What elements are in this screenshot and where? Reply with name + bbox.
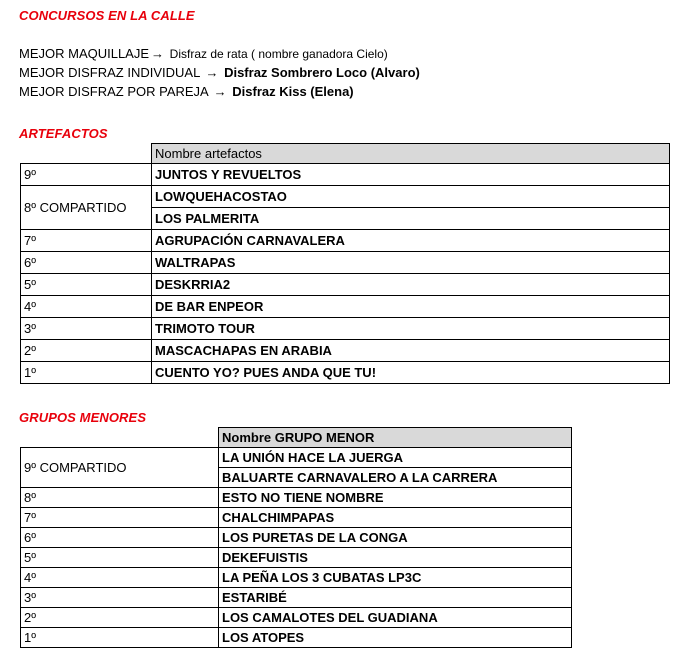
- name-cell: JUNTOS Y REVUELTOS: [152, 164, 670, 186]
- award-category: MEJOR MAQUILLAJE: [19, 46, 150, 61]
- name-cell: CHALCHIMPAPAS: [219, 508, 572, 528]
- name-cell: BALUARTE CARNAVALERO A LA CARRERA: [219, 468, 572, 488]
- position-cell: 8º: [21, 488, 219, 508]
- name-cell: LOS CAMALOTES DEL GUADIANA: [219, 608, 572, 628]
- position-cell: 7º: [21, 230, 152, 252]
- name-cell: DESKRRIA2: [152, 274, 670, 296]
- name-cell: AGRUPACIÓN CARNAVALERA: [152, 230, 670, 252]
- table-row: [21, 252, 670, 274]
- arrow-right-icon: →: [213, 84, 227, 99]
- position-cell: 4º: [21, 568, 219, 588]
- name-cell: ESTARIBÉ: [219, 588, 572, 608]
- name-cell: MASCACHAPAS EN ARABIA: [152, 340, 670, 362]
- position-cell: 6º: [21, 252, 152, 274]
- award-winner: Disfraz Sombrero Loco (Alvaro): [224, 65, 420, 80]
- name-cell: WALTRAPAS: [152, 252, 670, 274]
- award-category: MEJOR DISFRAZ INDIVIDUAL: [19, 65, 200, 80]
- position-cell: 9º: [21, 164, 152, 186]
- table-header: Nombre GRUPO MENOR: [219, 428, 572, 448]
- position-cell: 6º: [21, 528, 219, 548]
- position-cell: 1º: [21, 362, 152, 384]
- name-cell: LOWQUEHACOSTAO: [152, 186, 670, 208]
- position-cell: 7º: [21, 508, 219, 528]
- table-row: [21, 340, 670, 362]
- table-row: [21, 164, 670, 186]
- table-row: [21, 230, 670, 252]
- award-best-couple-costume: [19, 82, 420, 101]
- award-winner: Disfraz de rata ( nombre ganadora Cielo): [169, 47, 388, 61]
- table-row: [21, 488, 572, 508]
- table-row: [21, 508, 572, 528]
- table-row: [21, 296, 670, 318]
- position-cell: 2º: [21, 340, 152, 362]
- table-header-row: [21, 428, 572, 448]
- concursos-heading: CONCURSOS EN LA CALLE: [19, 8, 195, 23]
- award-best-individual-costume: [19, 63, 420, 82]
- table-row: [21, 318, 670, 340]
- award-winner: Disfraz Kiss (Elena): [232, 84, 354, 99]
- table-row: [21, 274, 670, 296]
- table-header-row: [21, 144, 670, 164]
- position-cell: 5º: [21, 548, 219, 568]
- table-row: [21, 548, 572, 568]
- table-header: Nombre artefactos: [152, 144, 670, 164]
- grupos-menores-table: [20, 427, 572, 648]
- name-cell: LOS PURETAS DE LA CONGA: [219, 528, 572, 548]
- name-cell: ESTO NO TIENE NOMBRE: [219, 488, 572, 508]
- name-cell: LA PEÑA LOS 3 CUBATAS LP3C: [219, 568, 572, 588]
- header-blank-cell: [21, 144, 152, 164]
- table-row: [21, 628, 572, 648]
- position-cell: 5º: [21, 274, 152, 296]
- award-category: MEJOR DISFRAZ POR PAREJA: [19, 84, 209, 99]
- artefactos-table: [20, 143, 670, 384]
- arrow-right-icon: →: [205, 65, 219, 80]
- name-cell: DEKEFUISTIS: [219, 548, 572, 568]
- position-cell: 4º: [21, 296, 152, 318]
- table-row: [21, 528, 572, 548]
- name-cell: LOS PALMERITA: [152, 208, 670, 230]
- table-row: [21, 448, 572, 468]
- artefactos-heading: ARTEFACTOS: [19, 126, 108, 141]
- position-cell: 2º: [21, 608, 219, 628]
- name-cell: CUENTO YO? PUES ANDA QUE TU!: [152, 362, 670, 384]
- name-cell: LA UNIÓN HACE LA JUERGA: [219, 448, 572, 468]
- table-row: [21, 362, 670, 384]
- position-cell: 1º: [21, 628, 219, 648]
- position-cell: 3º: [21, 588, 219, 608]
- position-cell: 8º COMPARTIDO: [21, 186, 152, 230]
- header-blank-cell: [21, 428, 219, 448]
- grupos-menores-heading: GRUPOS MENORES: [19, 410, 147, 425]
- table-row: [21, 608, 572, 628]
- name-cell: DE BAR ENPEOR: [152, 296, 670, 318]
- position-cell: 9º COMPARTIDO: [21, 448, 219, 488]
- position-cell: 3º: [21, 318, 152, 340]
- name-cell: LOS ATOPES: [219, 628, 572, 648]
- name-cell: TRIMOTO TOUR: [152, 318, 670, 340]
- table-row: [21, 186, 670, 208]
- awards-list: [19, 44, 420, 101]
- table-row: [21, 588, 572, 608]
- arrow-right-icon: →: [151, 46, 165, 61]
- table-row: [21, 568, 572, 588]
- award-best-makeup: [19, 44, 420, 63]
